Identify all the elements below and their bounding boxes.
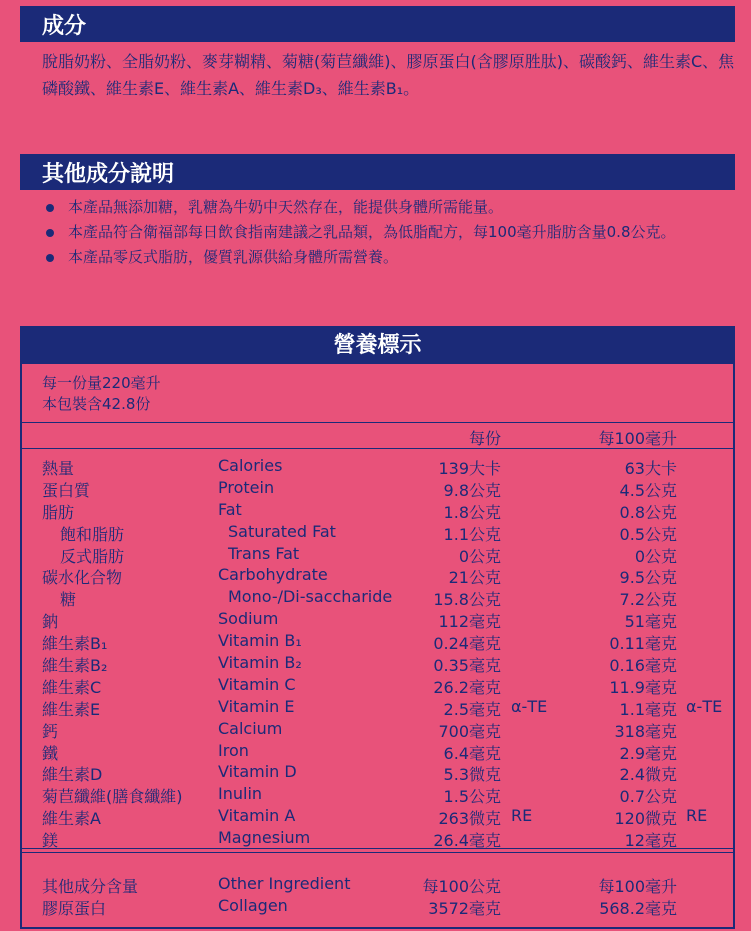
other-notes-title: 其他成分說明	[20, 154, 735, 190]
per-100ml-value: 9.5公克	[619, 568, 677, 588]
per-100ml-value: 0.5公克	[619, 524, 677, 544]
per-100ml-value: 1.1毫克	[619, 699, 677, 719]
nutrition-row	[22, 478, 733, 500]
nutrition-row	[22, 719, 733, 741]
nutrition-row	[22, 631, 733, 653]
per-100ml-value: 12毫克	[624, 831, 677, 851]
collagen-per-serving: 3572毫克	[428, 899, 501, 918]
nutrient-name-zh: 飽和脂肪	[60, 524, 125, 544]
per-100ml-value: 0.11毫克	[609, 634, 677, 654]
nutrition-row	[22, 500, 733, 522]
per-100ml-value: 63大卡	[624, 459, 677, 478]
nutrient-name-en: Vitamin B₁	[218, 631, 302, 651]
nutrient-name-en: Vitamin E	[218, 696, 295, 716]
collagen-per-100: 568.2毫克	[599, 899, 677, 918]
nutrition-row	[22, 697, 733, 719]
per-100ml-value: 2.4微克	[619, 765, 677, 785]
per-serving-value: 263微克	[438, 809, 501, 829]
per-serving-value: 9.8公克	[443, 480, 501, 500]
per-serving-value: 112毫克	[438, 612, 501, 632]
nutrition-row	[22, 828, 733, 850]
nutrient-name-en: Calories	[218, 456, 283, 475]
ingredients-text: 脫脂奶粉、全脂奶粉、麥芽糊精、菊糖(菊苣纖維)、膠原蛋白(含膠原胜肽)、碳酸鈣、維生素C、焦磷酸鐵、維生素E、維生素A、維生素D₃、維生素B₁。	[42, 52, 735, 98]
nutrition-row	[22, 741, 733, 763]
divider	[22, 422, 733, 423]
nutrient-name-en: Vitamin A	[218, 806, 296, 826]
note-item: 本產品符合衛福部每日飲食指南建議之乳品類，為低脂配方，每100毫升脂肪含量0.8公克。	[46, 220, 676, 245]
per-100ml-value: 4.5公克	[619, 480, 677, 500]
per-100ml-value: 318毫克	[614, 721, 677, 741]
per-100ml-value: 0.7公克	[619, 787, 677, 807]
nutrition-row	[22, 762, 733, 784]
per-serving-value: 1.1公克	[443, 524, 501, 544]
per-serving-value: 0.24毫克	[433, 634, 501, 654]
nutrient-name-zh: 維生素B₁	[42, 634, 108, 654]
nutrition-rows	[22, 456, 733, 850]
nutrition-row	[22, 565, 733, 587]
serving-info	[42, 373, 161, 415]
nutrition-row	[22, 784, 733, 806]
per-100ml-value: 11.9毫克	[609, 677, 677, 697]
divider	[22, 448, 733, 449]
per-100ml-value: 7.2公克	[619, 590, 677, 610]
col-header-per-100ml: 每100毫升	[598, 429, 677, 448]
nutrient-name-zh: 脂肪	[42, 502, 75, 522]
nutrient-name-zh: 維生素D	[42, 765, 103, 785]
per-serving-value: 21公克	[448, 568, 501, 588]
nutrient-name-en: Trans Fat	[228, 543, 300, 563]
per-100ml-value: 0.16毫克	[609, 656, 677, 676]
per-serving-value: 1.8公克	[443, 502, 501, 522]
collagen-en: Collagen	[218, 896, 288, 915]
nutrition-row	[22, 456, 733, 478]
nutrition-row	[22, 522, 733, 544]
per-100ml-unit: RE	[686, 806, 708, 826]
per-serving-value: 0公克	[458, 546, 501, 566]
per-serving-value: 2.5毫克	[443, 699, 501, 719]
nutrition-facts-table	[20, 326, 735, 929]
nutrient-name-zh: 維生素B₂	[42, 656, 108, 676]
per-serving-value: 1.5公克	[443, 787, 501, 807]
nutrient-name-en: Vitamin C	[218, 674, 296, 694]
collagen-row	[22, 896, 733, 918]
nutrient-name-en: Mono-/Di-saccharide	[228, 587, 393, 607]
nutrient-name-en: Magnesium	[218, 828, 311, 848]
other-ingredient-per-serving: 每100公克	[422, 877, 501, 896]
note-item: 本產品零反式脂肪，優質乳源供給身體所需營養。	[46, 245, 676, 270]
nutrient-name-en: Iron	[218, 740, 249, 760]
other-ingredient-header-row	[22, 874, 733, 896]
servings-per-pack: 本包裝含42.8份	[42, 395, 151, 413]
nutrition-row	[22, 587, 733, 609]
nutrient-name-en: Fat	[218, 499, 242, 519]
nutrient-name-zh: 維生素C	[42, 677, 102, 697]
nutrient-name-en: Carbohydrate	[218, 565, 328, 585]
note-item: 本產品無添加糖，乳糖為牛奶中天然存在，能提供身體所需能量。	[46, 195, 676, 220]
nutrient-name-en: Sodium	[218, 609, 279, 629]
per-100ml-value: 120微克	[614, 809, 677, 829]
per-100ml-unit: α-TE	[686, 696, 723, 716]
serving-size: 每一份量220毫升	[42, 374, 161, 392]
collagen-zh: 膠原蛋白	[42, 899, 107, 918]
other-notes-list	[46, 195, 676, 270]
per-serving-value: 139大卡	[438, 459, 501, 478]
per-100ml-value: 2.9毫克	[619, 743, 677, 763]
per-serving-value: 15.8公克	[433, 590, 501, 610]
per-serving-value: 0.35毫克	[433, 656, 501, 676]
nutrient-name-en: Protein	[218, 477, 275, 497]
per-serving-unit: RE	[511, 806, 533, 826]
nutrition-row	[22, 609, 733, 631]
per-serving-value: 26.2毫克	[433, 677, 501, 697]
nutrient-name-zh: 鈉	[42, 612, 59, 632]
nutrient-name-en: Vitamin D	[218, 762, 297, 782]
nutrition-row	[22, 675, 733, 697]
per-100ml-value: 51毫克	[624, 612, 677, 632]
nutrient-name-en: Vitamin B₂	[218, 653, 302, 673]
per-serving-unit: α-TE	[511, 696, 548, 716]
nutrient-name-zh: 反式脂肪	[60, 546, 125, 566]
nutrition-title: 營養標示	[22, 328, 733, 364]
nutrition-row	[22, 806, 733, 828]
divider	[22, 852, 733, 853]
nutrient-name-zh: 維生素A	[42, 809, 101, 829]
per-100ml-value: 0.8公克	[619, 502, 677, 522]
per-serving-value: 5.3微克	[443, 765, 501, 785]
per-serving-value: 6.4毫克	[443, 743, 501, 763]
col-header-per-serving: 每份	[468, 429, 501, 448]
per-100ml-value: 0公克	[634, 546, 677, 566]
nutrient-name-en: Saturated Fat	[228, 521, 336, 541]
other-ingredient-zh: 其他成分含量	[42, 877, 139, 896]
nutrient-name-zh: 維生素E	[42, 699, 101, 719]
per-serving-value: 26.4毫克	[433, 831, 501, 851]
nutrient-name-zh: 熱量	[42, 459, 75, 478]
ingredients-title: 成分	[20, 6, 735, 42]
other-ingredient-per-100: 每100毫升	[598, 877, 677, 896]
nutrient-name-zh: 糖	[60, 590, 77, 610]
nutrient-name-en: Inulin	[218, 784, 263, 804]
nutrient-name-zh: 鈣	[42, 721, 59, 741]
divider	[22, 848, 733, 849]
nutrient-name-zh: 菊苣纖維(膳食纖維)	[42, 787, 183, 807]
nutrition-row	[22, 544, 733, 566]
nutrient-name-zh: 蛋白質	[42, 480, 91, 500]
other-ingredient-en: Other Ingredient	[218, 874, 351, 893]
nutrient-name-en: Calcium	[218, 718, 283, 738]
nutrient-name-zh: 鐵	[42, 743, 59, 763]
nutrient-name-zh: 鎂	[42, 831, 59, 851]
nutrition-row	[22, 653, 733, 675]
per-serving-value: 700毫克	[438, 721, 501, 741]
nutrient-name-zh: 碳水化合物	[42, 568, 123, 588]
